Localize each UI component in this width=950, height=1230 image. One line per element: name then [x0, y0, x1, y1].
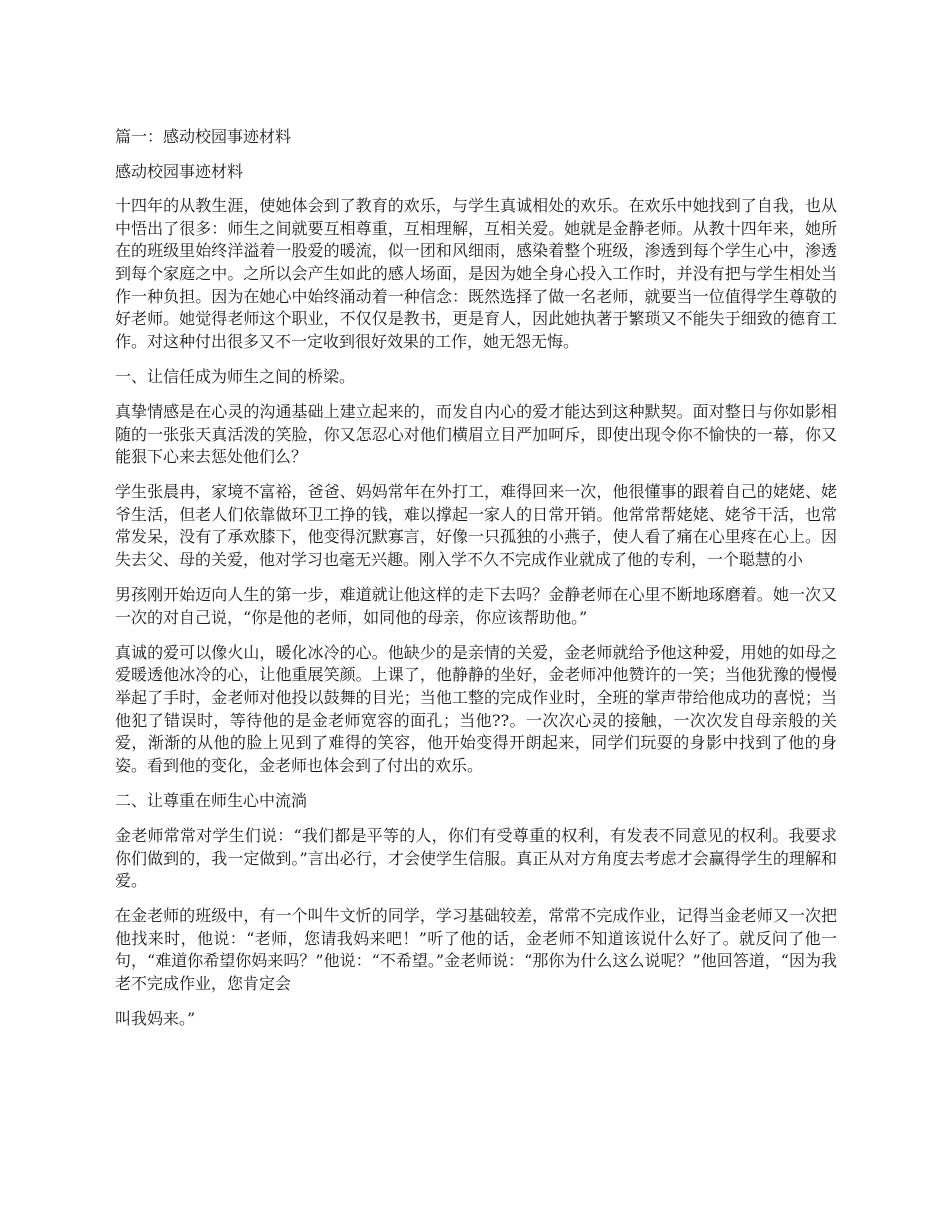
document-page [115, 126, 837, 1043]
paragraph-equality: 金老师常常对学生们说：“我们都是平等的人，你们有受尊重的权利，有发表不同意见的权利。我要求你们做到的，我一定做到。”言出必行，才会使学生信服。真正从对方角度去考虑才会赢得学生的理解和爱。 [115, 825, 837, 891]
paragraph-student-zhang: 学生张晨冉，家境不富裕，爸爸、妈妈常年在外打工，难得回来一次，他很懂事的跟着自己的姥姥、姥爷生活，但老人们依靠做环卫工挣的钱，难以撑起一家人的日常开销。他常常帮姥姥、姥爷干活，也常常发呆，没有了承欢膝下，他变得沉默寡言，好像一只孤独的小燕子，使人看了痛在心里疼在心上。因失去父、母的关爱，他对学习也毫无兴趣。刚入学不久不完成作业就成了他的专利，一个聪慧的小 [115, 482, 837, 569]
document-subtitle: 感动校园事迹材料 [115, 161, 244, 181]
section-heading-trust: 一、让信任成为师生之间的桥梁。 [115, 366, 356, 386]
paragraph-intro: 十四年的从教生涯，使她体会到了教育的欢乐，与学生真诚相处的欢乐。在欢乐中她找到了自我，也从中悟出了很多：师生之间就要互相尊重，互相理解，互相关爱。她就是金静老师。从教十四年来，她所在的班级里始终洋溢着一股爱的暖流，似一团和风细雨，感染着整个班级，渗透到每个学生心中，渗透到每个家庭之中。之所以会产生如此的感人场面，是因为她全身心投入工作时，并没有把与学生相处当作一种负担。因为在她心中始终涌动着一种信念：既然选择了做一名老师，就要当一位值得学生尊敬的好老师。她觉得老师这个职业，不仅仅是教书，更是育人，因此她执著于繁琐又不能失于细致的德育工作。对这种付出很多又不一定收到很好效果的工作，她无怨无悔。 [115, 196, 837, 351]
paragraph-sincere-love: 真诚的爱可以像火山，暖化冰冷的心。他缺少的是亲情的关爱，金老师就给予他这种爱，用她的如母之爱暖透他冰冷的心，让他重展笑颜。上课了，他静静的坐好，金老师冲他赞许的一笑；当他犹豫的慢慢举起了手时，金老师对他投以鼓舞的目光；当他工整的完成作业时，全班的掌声带给他成功的喜悦；当他犯了错误时，等待他的是金老师宽容的面孔；当他??。一次次心灵的接触，一次次发自母亲般的关爱，渐渐的从他的脸上见到了难得的笑容，他开始变得开朗起来，同学们玩耍的身影中找到了他的身姿。看到他的变化，金老师也体会到了付出的欢乐。 [115, 642, 837, 775]
paragraph-emotion: 真挚情感是在心灵的沟通基础上建立起来的，而发自内心的爱才能达到这种默契。面对整日与你如影相随的一张张天真活泼的笑脸，你又怎忍心对他们横眉立目严加呵斥，即使出现令你不愉快的一幕，你又能狠下心来去惩处他们么？ [115, 401, 837, 467]
section-heading-respect: 二、让尊重在师生心中流淌 [115, 790, 308, 810]
paragraph-ending: 叫我妈来。” [115, 1009, 196, 1029]
paragraph-boy: 男孩刚开始迈向人生的第一步，难道就让他这样的走下去吗？金静老师在心里不断地琢磨着。她一次又一次的对自己说，“你是他的老师，如同他的母亲，你应该帮助他。” [115, 585, 837, 627]
paragraph-student-niu: 在金老师的班级中，有一个叫牛文忻的同学，学习基础较差，常常不完成作业，记得当金老师又一次把他找来时，他说：“老师，您请我妈来吧！”听了他的话，金老师不知道该说什么好了。就反问了他一句，“难道你希望你妈来吗？”他说：“不希望。”金老师说：“那你为什么这么说呢？”他回答道，“因为我老不完成作业，您肯定会 [115, 906, 837, 993]
document-title: 篇一：感动校园事迹材料 [115, 127, 292, 146]
